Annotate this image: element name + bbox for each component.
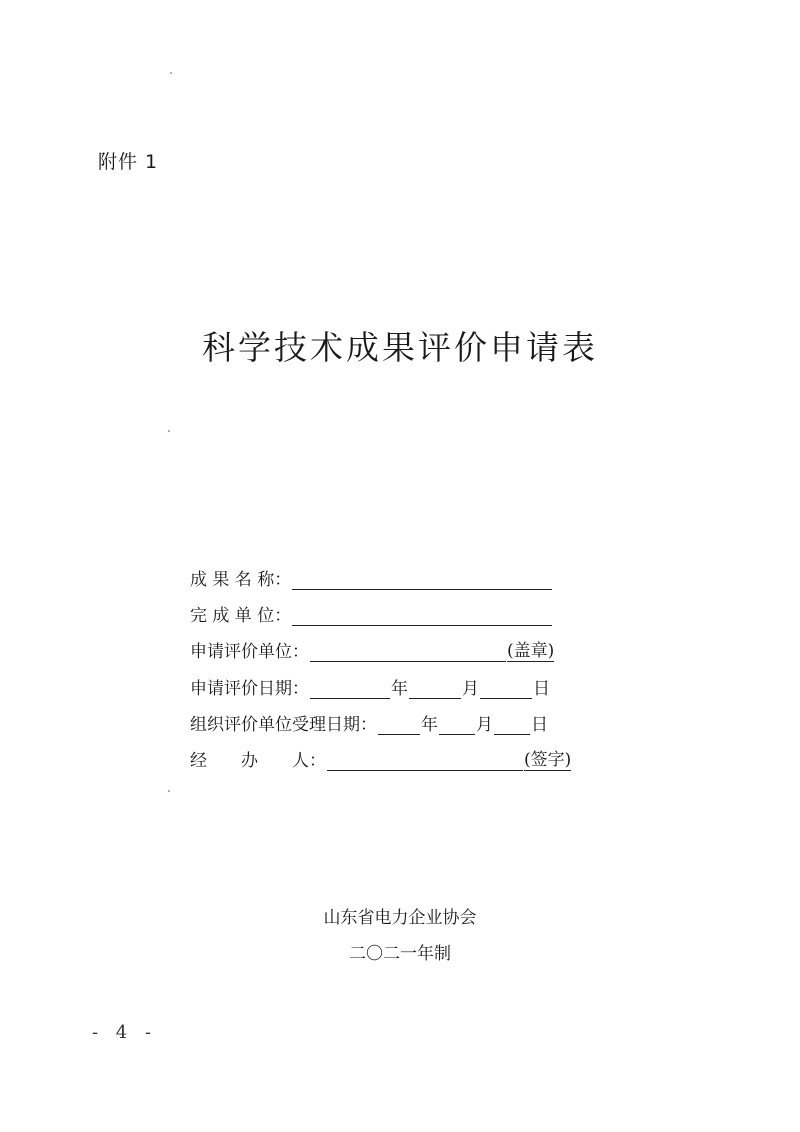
form-title: 科学技术成果评价申请表 xyxy=(202,328,598,367)
applicant-unit-row xyxy=(190,632,554,662)
acceptance-year-field[interactable] xyxy=(378,712,420,735)
month-label: 月 xyxy=(476,715,493,735)
issue-year: 二〇二一年制 xyxy=(349,944,451,964)
scan-speck xyxy=(168,790,170,792)
handler-signature-field[interactable] xyxy=(327,748,523,771)
handler-label: 经 办 人： xyxy=(190,751,326,771)
issuing-organization: 山东省电力企业协会 xyxy=(323,908,477,928)
achievement-name-label: 成 果 名 称： xyxy=(190,570,292,590)
achievement-name-field[interactable] xyxy=(292,567,552,590)
achievement-name-row xyxy=(190,560,553,590)
application-month-field[interactable] xyxy=(409,676,461,699)
application-day-field[interactable] xyxy=(480,676,532,699)
completing-unit-row xyxy=(190,596,553,626)
acceptance-day-field[interactable] xyxy=(494,712,530,735)
completing-unit-field[interactable] xyxy=(292,603,552,626)
attachment-label: 附件 1 xyxy=(98,151,159,173)
applicant-unit-field[interactable] xyxy=(310,639,506,662)
day-label: 日 xyxy=(533,679,550,699)
acceptance-date-row xyxy=(190,705,548,735)
completing-unit-label: 完 成 单 位： xyxy=(190,606,292,626)
application-year-field[interactable] xyxy=(310,676,390,699)
day-label: 日 xyxy=(531,715,548,735)
acceptance-month-field[interactable] xyxy=(439,712,475,735)
scan-speck xyxy=(170,72,172,74)
page-number: - 4 - xyxy=(92,1022,158,1043)
handler-row xyxy=(190,741,571,771)
application-date-label: 申请评价日期： xyxy=(190,679,309,699)
seal-note: (盖章) xyxy=(507,636,554,662)
year-label: 年 xyxy=(391,679,408,699)
month-label: 月 xyxy=(462,679,479,699)
application-date-row xyxy=(190,669,550,699)
signature-note: (签字) xyxy=(524,745,571,771)
year-label: 年 xyxy=(421,715,438,735)
scan-speck xyxy=(168,430,170,432)
acceptance-date-label: 组织评价单位受理日期： xyxy=(190,715,377,735)
applicant-unit-label: 申请评价单位： xyxy=(190,642,309,662)
